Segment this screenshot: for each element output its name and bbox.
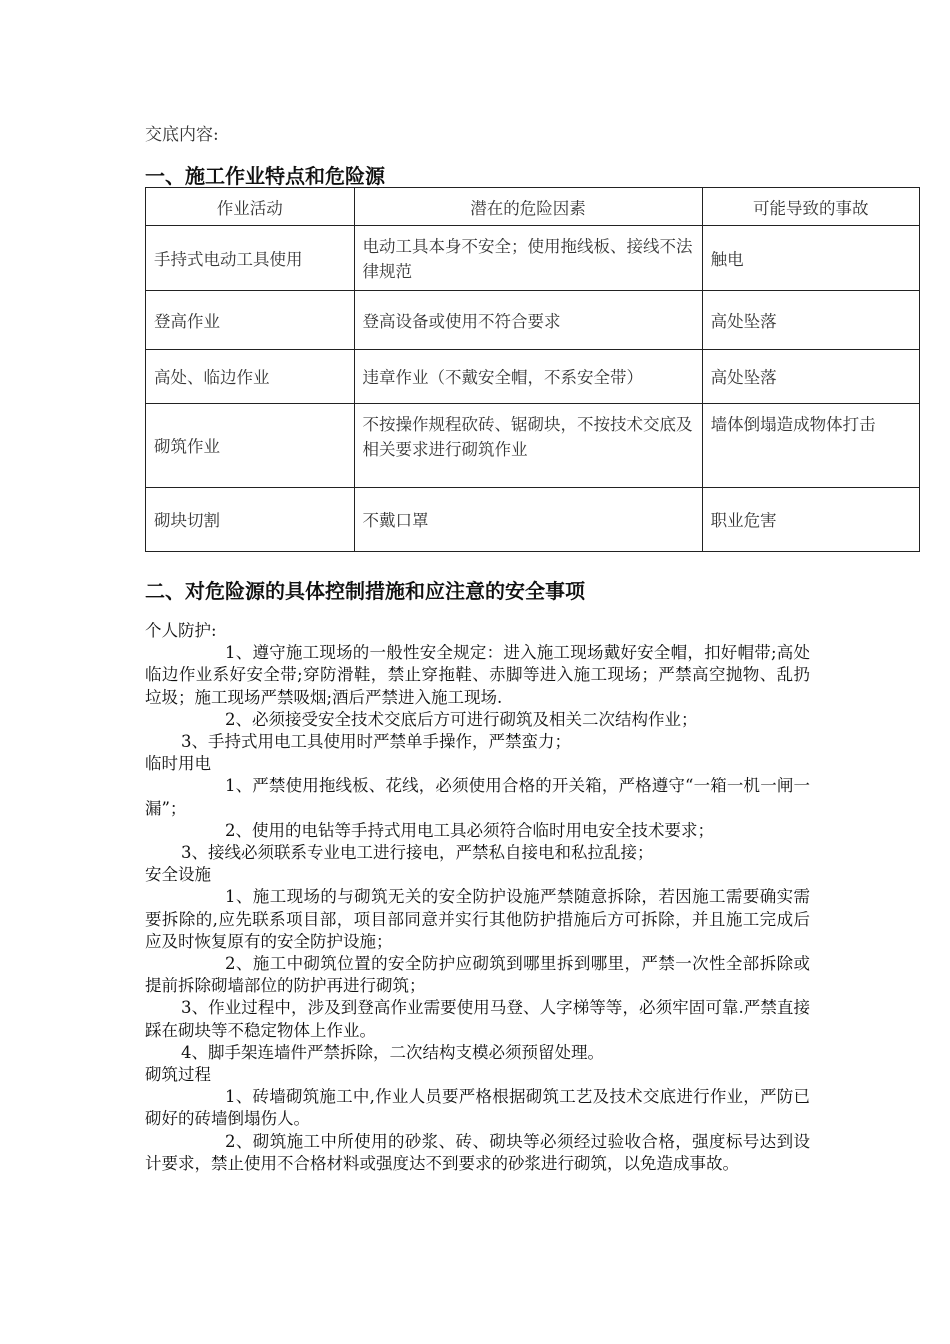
header-activity: 作业活动 <box>146 188 355 226</box>
intro-label: 交底内容: <box>145 125 219 145</box>
table-row <box>146 226 920 291</box>
safety-measures-body <box>145 620 810 1175</box>
section2-heading: 二、对危险源的具体控制措施和应注意的安全事项 <box>145 579 585 603</box>
cell-activity: 手持式电动工具使用 <box>146 226 355 291</box>
table-row <box>146 350 920 404</box>
measure-paragraph: 2、施工中砌筑位置的安全防护应砌筑到哪里拆到哪里，严禁一次性全部拆除或提前拆除砌墙部位的防护再进行砌筑； <box>145 954 810 996</box>
cell-hazard: 不戴口罩 <box>354 488 702 552</box>
cell-activity: 登高作业 <box>146 291 355 350</box>
header-hazard: 潜在的危险因素 <box>354 188 702 226</box>
measure-paragraph: 4、脚手架连墙件严禁拆除，二次结构支模必须预留处理。 <box>181 1042 604 1062</box>
measure-paragraph: 1、严禁使用拖线板、花线，必须使用合格的开关箱，严格遵守“一箱一机一闸一漏”； <box>145 776 810 818</box>
cell-hazard: 电动工具本身不安全；使用拖线板、接线不法律规范 <box>354 226 702 291</box>
measure-paragraph: 2、使用的电钻等手持式用电工具必须符合临时用电安全技术要求； <box>225 820 714 840</box>
table-row <box>146 404 920 488</box>
subsection-label-temporary-power: 临时用电 <box>145 754 211 774</box>
measure-paragraph: 3、手持式用电工具使用时严禁单手操作，严禁蛮力； <box>181 732 571 752</box>
cell-accident: 触电 <box>702 226 919 291</box>
cell-hazard: 违章作业（不戴安全帽，不系安全带） <box>354 350 702 404</box>
table-header-row <box>146 188 920 226</box>
subsection-label-safety-facilities: 安全设施 <box>145 865 211 885</box>
measure-paragraph: 3、作业过程中，涉及到登高作业需要使用马登、人字梯等等，必须牢固可靠.严禁直接踩在砌块等不稳定物体上作业。 <box>145 998 810 1040</box>
subsection-label-personal-protection: 个人防护: <box>145 621 217 640</box>
measure-paragraph: 2、砌筑施工中所使用的砂浆、砖、砌块等必须经过验收合格，强度标号达到设计要求，禁止使用不合格材料或强度达不到要求的砂浆进行砌筑，以免造成事故。 <box>145 1131 810 1173</box>
cell-hazard: 登高设备或使用不符合要求 <box>354 291 702 350</box>
measure-paragraph: 1、施工现场的与砌筑无关的安全防护设施严禁随意拆除，若因施工需要确实需要拆除的,应先联系项目部，项目部同意并实行其他防护措施后方可拆除，并且施工完成后应及时恢复原有的安全防护设施； <box>145 887 810 951</box>
cell-accident: 职业危害 <box>702 488 919 552</box>
cell-accident: 高处坠落 <box>702 350 919 404</box>
cell-accident: 高处坠落 <box>702 291 919 350</box>
header-accident: 可能导致的事故 <box>702 188 919 226</box>
cell-accident: 墙体倒塌造成物体打击 <box>702 404 919 488</box>
measure-paragraph: 1、遵守施工现场的一般性安全规定：进入施工现场戴好安全帽，扣好帽带;高处临边作业系好安全带;穿防滑鞋，禁止穿拖鞋、赤脚等进入施工现场；严禁高空抛物、乱扔垃圾；施工现场严禁吸烟;酒后严禁进入施工现场. <box>145 643 810 707</box>
cell-activity: 砌块切割 <box>146 488 355 552</box>
table-row <box>146 488 920 552</box>
measure-paragraph: 3、接线必须联系专业电工进行接电，严禁私自接电和私拉乱接； <box>181 843 654 863</box>
section1-heading: 一、施工作业特点和危险源 <box>145 164 385 188</box>
cell-activity: 高处、临边作业 <box>146 350 355 404</box>
subsection-label-masonry-process: 砌筑过程 <box>145 1065 211 1085</box>
measure-paragraph: 2、必须接受安全技术交底后方可进行砌筑及相关二次结构作业； <box>225 709 698 729</box>
cell-activity: 砌筑作业 <box>146 404 355 488</box>
measure-paragraph: 1、砖墙砌筑施工中,作业人员要严格根据砌筑工艺及技术交底进行作业，严防已砌好的砖墙倒塌伤人。 <box>145 1087 810 1129</box>
cell-hazard: 不按操作规程砍砖、锯砌块，不按技术交底及相关要求进行砌筑作业 <box>354 404 702 488</box>
table-row <box>146 291 920 350</box>
hazard-table <box>145 187 920 552</box>
